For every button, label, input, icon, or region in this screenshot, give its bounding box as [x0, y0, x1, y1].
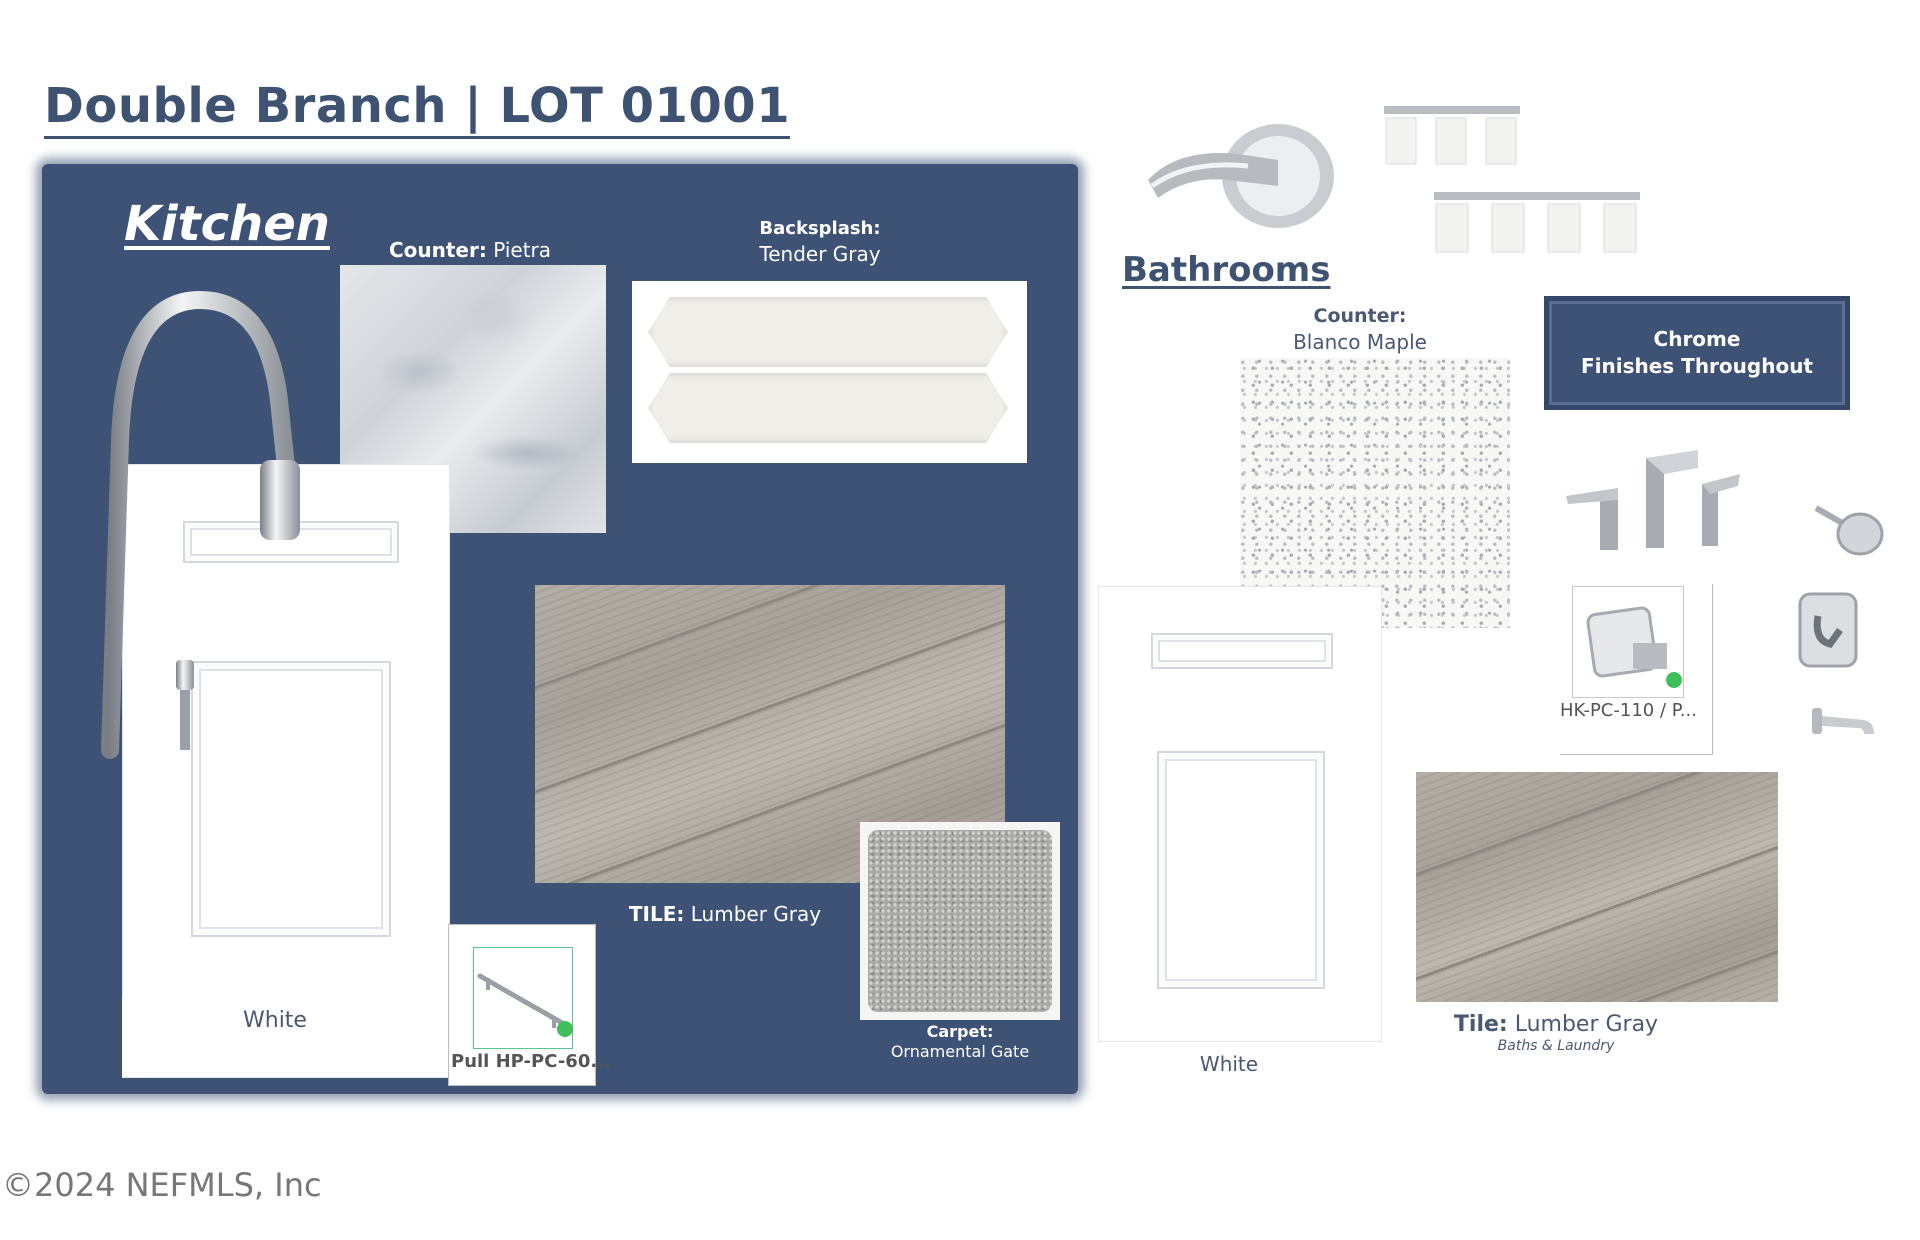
knob-thumbnail[interactable]	[1560, 584, 1713, 755]
kitchen-counter-value: Pietra	[493, 238, 552, 262]
kitchen-counter-label	[340, 238, 600, 262]
carpet-frame	[860, 822, 1060, 1020]
showerhead-icon	[1810, 498, 1890, 562]
carpet-swatch	[868, 830, 1052, 1012]
bath-counter-key: Counter:	[1313, 305, 1407, 327]
kitchen-tile-key: TILE:	[628, 902, 685, 926]
door-lever-icon	[1138, 108, 1346, 236]
vanity-light-icon	[1430, 186, 1644, 254]
kitchen-heading: Kitchen	[124, 196, 330, 252]
bath-tile-value: Lumber Gray	[1514, 1012, 1659, 1037]
vanity-light-icon	[1380, 100, 1524, 166]
backsplash-key: Backsplash:	[759, 218, 881, 239]
copyright-text: ©2024 NEFMLS, Inc	[2, 1166, 322, 1204]
chrome-finishes-box	[1544, 296, 1850, 410]
knob-label: HK-PC-110 / P...	[1560, 700, 1697, 721]
cabinet-pull-thumbnail[interactable]	[448, 924, 611, 1086]
kitchen-tile-label	[600, 902, 850, 926]
backsplash-tile	[648, 297, 1008, 367]
bath-cabinet-door	[1098, 586, 1382, 1042]
cabinet-drawer-panel	[1151, 633, 1333, 669]
tub-spout-icon	[1808, 704, 1878, 748]
bath-tile-swatch	[1416, 772, 1778, 1002]
shower-valve-icon	[1796, 590, 1860, 670]
kitchen-counter-key: Counter:	[388, 238, 487, 262]
chrome-line-2: Finishes Throughout	[1580, 354, 1813, 378]
bath-counter-value: Blanco Maple	[1293, 330, 1427, 354]
bath-faucet-icon	[1562, 444, 1742, 554]
backsplash-swatch	[632, 281, 1027, 463]
bathrooms-heading: Bathrooms	[1122, 250, 1331, 290]
carpet-key: Carpet:	[926, 1022, 994, 1041]
bath-tile-note: Baths & Laundry	[1497, 1038, 1615, 1054]
bath-tile-key: Tile:	[1453, 1012, 1508, 1037]
backsplash-tile	[648, 373, 1008, 443]
zoom-icon[interactable]	[557, 1021, 573, 1037]
faucet-icon	[80, 290, 310, 760]
kitchen-cabinet-label: White	[243, 1008, 307, 1033]
bath-cabinet-label: White	[1199, 1052, 1259, 1076]
chrome-line-1: Chrome	[1653, 327, 1741, 351]
backsplash-value: Tender Gray	[759, 242, 881, 266]
zoom-icon[interactable]	[1666, 672, 1682, 688]
bath-tile-label	[1406, 1012, 1706, 1037]
kitchen-tile-value: Lumber Gray	[690, 902, 822, 926]
carpet-value: Ornamental Gate	[890, 1042, 1030, 1061]
cabinet-door-panel	[1157, 751, 1325, 989]
page-title: Double Branch | LOT 01001	[44, 78, 790, 139]
pull-label: Pull HP-PC-60...	[451, 1051, 611, 1072]
